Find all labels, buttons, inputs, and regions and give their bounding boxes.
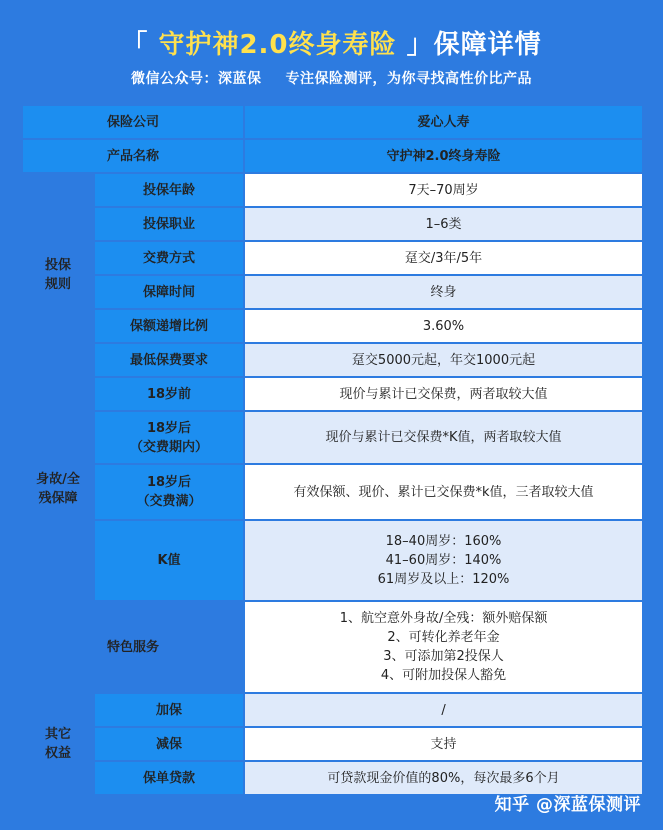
table-row xyxy=(22,520,643,601)
table-row xyxy=(22,727,643,761)
company-label: 保险公司 xyxy=(22,105,244,139)
rule-label: 投保年龄 xyxy=(94,173,244,207)
rule-label: 保额递增比例 xyxy=(94,309,244,343)
death-value: 有效保额、现价、累计已交保费*k值，三者取较大值 xyxy=(244,464,643,520)
group-other-rights: 其它 权益 xyxy=(22,693,94,795)
features-list: 1、航空意外身故/全残：额外赔保额 2、可转化养老年金 3、可添加第2投保人 4、可附加投保人豁免 xyxy=(244,601,643,693)
death-label: 18岁后 （交费期内） xyxy=(94,411,244,464)
group-death-benefit: 身故/全 残保障 xyxy=(22,377,94,601)
death-label: 18岁后 （交费满） xyxy=(94,464,244,520)
group-rules: 投保 规则 xyxy=(22,173,94,377)
table-row xyxy=(22,377,643,411)
page-title: 「 守护神2.0终身寿险 」保障详情 xyxy=(121,30,542,60)
death-value: 现价与累计已交保费*K值，两者取较大值 xyxy=(244,411,643,464)
table-row xyxy=(22,173,643,207)
other-value: 可贷款现金价值的80%，每次最多6个月 xyxy=(244,761,643,795)
other-value: / xyxy=(244,693,643,727)
rule-value: 3.60% xyxy=(244,309,643,343)
table-row xyxy=(22,241,643,275)
table-row xyxy=(22,139,643,173)
table-row xyxy=(22,464,643,520)
company-value: 爱心人寿 xyxy=(244,105,643,139)
death-value: 现价与累计已交保费，两者取较大值 xyxy=(244,377,643,411)
rule-value: 趸交/3年/5年 xyxy=(244,241,643,275)
k-label: K值 xyxy=(94,520,244,601)
table-row xyxy=(22,343,643,377)
table-row xyxy=(22,105,643,139)
other-value: 支持 xyxy=(244,727,643,761)
rule-label: 保障时间 xyxy=(94,275,244,309)
watermark: 知乎 @深蓝保测评 xyxy=(494,795,641,815)
coverage-table xyxy=(21,104,644,796)
page-subtitle: 微信公众号：深蓝保 专注保险测评，为你寻找高性价比产品 xyxy=(131,71,532,87)
other-label: 保单贷款 xyxy=(94,761,244,795)
table-row xyxy=(22,601,643,693)
other-label: 加保 xyxy=(94,693,244,727)
rule-label: 交费方式 xyxy=(94,241,244,275)
death-label: 18岁前 xyxy=(94,377,244,411)
features-label: 特色服务 xyxy=(22,601,244,693)
rule-value: 1–6类 xyxy=(244,207,643,241)
rule-label: 最低保费要求 xyxy=(94,343,244,377)
table-row xyxy=(22,411,643,464)
table-row xyxy=(22,207,643,241)
product-label: 产品名称 xyxy=(22,139,244,173)
table-row xyxy=(22,309,643,343)
other-label: 减保 xyxy=(94,727,244,761)
rule-value: 终身 xyxy=(244,275,643,309)
product-value: 守护神2.0终身寿险 xyxy=(244,139,643,173)
product-name-highlight: 守护神2.0终身寿险 xyxy=(158,30,397,60)
table-row xyxy=(22,275,643,309)
table-row xyxy=(22,693,643,727)
k-values: 18–40周岁：160% 41–60周岁：140% 61周岁及以上：120% xyxy=(244,520,643,601)
rule-value: 趸交5000元起，年交1000元起 xyxy=(244,343,643,377)
rule-value: 7天–70周岁 xyxy=(244,173,643,207)
rule-label: 投保职业 xyxy=(94,207,244,241)
